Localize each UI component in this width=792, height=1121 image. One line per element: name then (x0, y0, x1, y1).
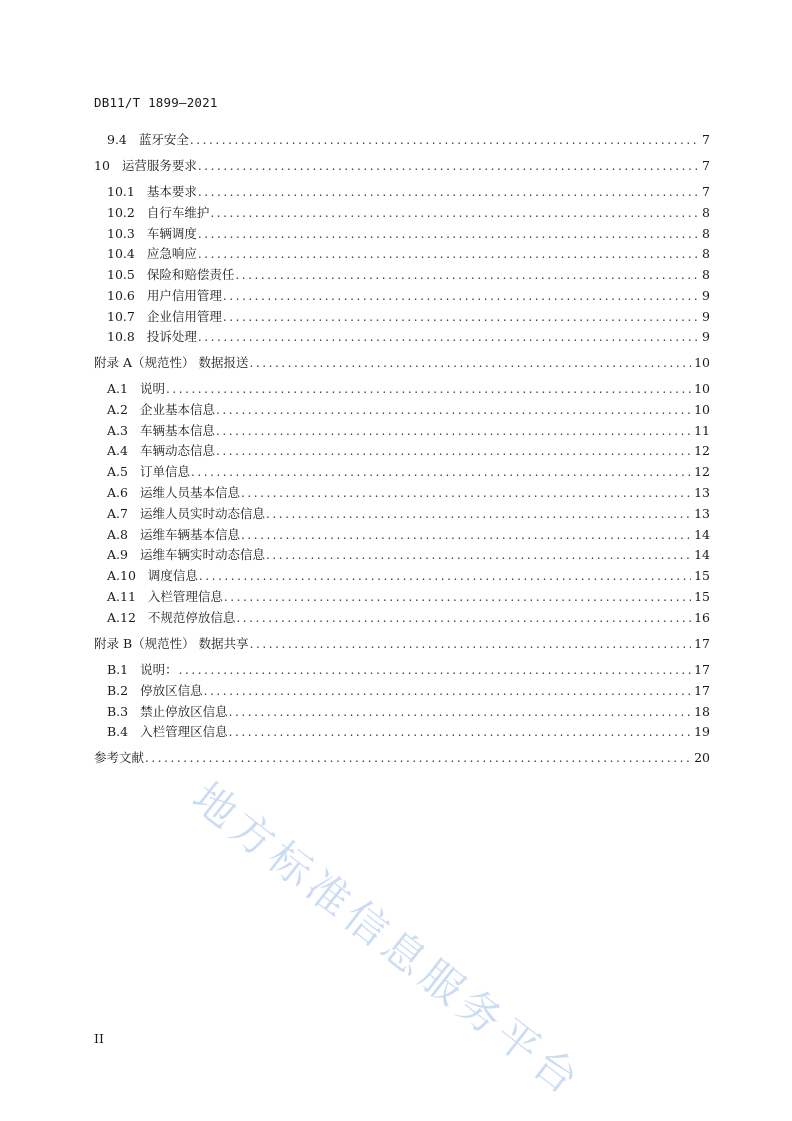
toc-leader-dots (224, 588, 691, 606)
toc-entry-title: 停放区信息 (140, 683, 203, 698)
toc-entry-number: B.3 (107, 704, 129, 719)
toc-entry[interactable] (107, 245, 710, 263)
toc-entry-title: 订单信息 (139, 464, 190, 479)
toc-leader-dots (229, 723, 691, 741)
toc-entry-page: 8 (702, 246, 710, 261)
toc-entry-number: B.4 (107, 724, 129, 739)
toc-leader-dots (198, 328, 699, 346)
toc-entry-title: 企业基本信息 (139, 402, 215, 417)
toc-leader-dots (266, 546, 691, 564)
toc-entry[interactable] (107, 703, 710, 721)
toc-entry[interactable] (107, 723, 710, 741)
toc-entry-number: 10.2 (107, 205, 135, 220)
toc-entry[interactable] (107, 225, 710, 243)
toc-entry[interactable] (107, 287, 710, 305)
toc-entry[interactable] (107, 266, 710, 284)
toc-entry-title: 企业信用管理 (146, 309, 222, 324)
toc-entry[interactable] (107, 204, 710, 222)
toc-entry-number: 10.8 (107, 329, 135, 344)
toc-entry-number: A.9 (107, 547, 128, 562)
toc-entry-title: 投诉处理 (146, 329, 197, 344)
toc-entry-title: 说明： (140, 662, 178, 677)
page-number-footer: II (94, 1031, 104, 1046)
toc-leader-dots (198, 157, 699, 175)
toc-leader-dots (241, 484, 691, 502)
toc-entry-number: B.1 (107, 662, 129, 677)
toc-leader-dots (229, 703, 691, 721)
toc-entry-page: 17 (694, 683, 710, 698)
toc-entry-title: 运维人员实时动态信息 (139, 506, 265, 521)
toc-entry-title: 入栏管理信息 (147, 589, 223, 604)
toc-leader-dots (249, 354, 691, 372)
toc-entry-title: 车辆调度 (146, 226, 197, 241)
toc-entry-number: 10.7 (107, 309, 135, 324)
toc-entry-title: 入栏管理区信息 (140, 724, 228, 739)
toc-entry-title: 附录 B（规范性） 数据共享 (94, 636, 249, 651)
toc-entry-number: A.4 (107, 443, 128, 458)
toc-entry[interactable] (107, 505, 710, 523)
toc-entry-number: B.2 (107, 683, 129, 698)
toc-entry-page: 9 (702, 288, 710, 303)
toc-entry-page: 8 (702, 205, 710, 220)
toc-entry-title: 车辆基本信息 (139, 423, 215, 438)
toc-entry[interactable] (107, 682, 710, 700)
toc-entry[interactable] (107, 442, 710, 460)
watermark-text: 地方标准信息服务平台 (183, 772, 592, 1107)
toc-leader-dots (179, 661, 691, 679)
toc-entry-page: 7 (702, 184, 710, 199)
toc-leader-dots (266, 505, 691, 523)
toc-entry-page: 14 (694, 527, 710, 542)
toc-entry-title: 自行车维护 (146, 205, 210, 220)
toc-entry[interactable] (107, 401, 710, 419)
toc-entry[interactable] (107, 422, 710, 440)
toc-entry-number: A.8 (107, 527, 128, 542)
toc-leader-dots (241, 526, 691, 544)
toc-leader-dots (223, 308, 699, 326)
toc-entry-number: 9.4 (107, 132, 127, 147)
toc-entry-title: 用户信用管理 (146, 288, 222, 303)
toc-entry-title: 调度信息 (147, 568, 198, 583)
toc-entry[interactable] (107, 526, 710, 544)
toc-entry[interactable] (94, 635, 710, 653)
toc-entry-title: 保险和赔偿责任 (146, 267, 235, 282)
toc-leader-dots (210, 204, 699, 222)
toc-entry[interactable] (94, 354, 710, 372)
toc-entry[interactable] (94, 157, 710, 175)
toc-entry-page: 14 (694, 547, 710, 562)
toc-entry-title: 不规范停放信息 (147, 610, 236, 625)
toc-entry-page: 15 (694, 568, 710, 583)
toc-entry-page: 10 (694, 355, 710, 370)
toc-entry-title: 运维车辆实时动态信息 (139, 547, 265, 562)
toc-entry-number: 10.4 (107, 246, 135, 261)
toc-entry-page: 9 (702, 329, 710, 344)
toc-entry-page: 10 (694, 381, 710, 396)
toc-entry-title: 基本要求 (146, 184, 197, 199)
toc-entry-title: 蓝牙安全 (138, 132, 189, 147)
document-code-header: DB11/T 1899—2021 (94, 95, 218, 110)
toc-entry[interactable] (107, 131, 710, 149)
toc-entry-title: 附录 A（规范性） 数据报送 (94, 355, 249, 370)
toc-entry-page: 9 (702, 309, 710, 324)
toc-leader-dots (216, 401, 691, 419)
toc-entry-title: 车辆动态信息 (139, 443, 215, 458)
toc-entry-page: 7 (702, 158, 710, 173)
toc-leader-dots (190, 131, 699, 149)
toc-entry-number: A.12 (107, 610, 136, 625)
toc-entry-number: A.1 (107, 381, 128, 396)
toc-entry-page: 17 (694, 662, 710, 677)
toc-entry-page: 8 (702, 267, 710, 282)
toc-leader-dots (216, 442, 691, 460)
toc-leader-dots (191, 463, 691, 481)
toc-leader-dots (250, 635, 691, 653)
toc-entry[interactable] (107, 308, 710, 326)
toc-leader-dots (204, 682, 691, 700)
toc-entry-page: 11 (694, 423, 710, 438)
toc-leader-dots (145, 749, 691, 767)
toc-entry-page: 19 (694, 724, 710, 739)
toc-entry-number: A.6 (107, 485, 128, 500)
toc-leader-dots (223, 287, 699, 305)
toc-entry[interactable] (107, 463, 710, 481)
toc-leader-dots (216, 422, 691, 440)
toc-entry[interactable] (107, 484, 710, 502)
toc-leader-dots (199, 567, 691, 585)
toc-entry-number: 10.5 (107, 267, 135, 282)
toc-entry[interactable] (107, 609, 710, 627)
toc-leader-dots (236, 609, 691, 627)
toc-leader-dots (198, 245, 699, 263)
toc-entry-page: 10 (694, 402, 710, 417)
toc-entry-page: 20 (694, 750, 710, 765)
toc-entry-page: 12 (694, 464, 710, 479)
toc-entry-title: 运维人员基本信息 (139, 485, 240, 500)
toc-entry[interactable] (107, 567, 710, 585)
toc-entry[interactable] (107, 328, 710, 346)
toc-entry[interactable] (94, 749, 710, 767)
toc-leader-dots (198, 183, 699, 201)
toc-entry-page: 17 (694, 636, 710, 651)
toc-entry-number: A.7 (107, 506, 128, 521)
toc-entry[interactable] (107, 661, 710, 679)
toc-leader-dots (198, 225, 699, 243)
toc-entry-number: A.5 (107, 464, 128, 479)
toc-entry[interactable] (107, 380, 710, 398)
toc-entry-page: 7 (702, 132, 710, 147)
toc-entry-title: 说明 (139, 381, 165, 396)
toc-entry[interactable] (107, 546, 710, 564)
toc-entry-title: 参考文献 (94, 750, 145, 765)
toc-entry-number: A.10 (107, 568, 136, 583)
toc-leader-dots (166, 380, 691, 398)
toc-entry-title: 禁止停放区信息 (140, 704, 228, 719)
toc-entry-number: 10.1 (107, 184, 135, 199)
toc-entry[interactable] (107, 183, 710, 201)
toc-entry-page: 13 (694, 506, 710, 521)
toc-entry-title: 运营服务要求 (121, 158, 197, 173)
toc-leader-dots (235, 266, 699, 284)
toc-entry-number: A.2 (107, 402, 128, 417)
toc-entry[interactable] (107, 588, 710, 606)
toc-entry-page: 8 (702, 226, 710, 241)
toc-entry-page: 13 (694, 485, 710, 500)
toc-entry-page: 18 (694, 704, 710, 719)
toc-entry-page: 12 (694, 443, 710, 458)
toc-entry-number: 10.3 (107, 226, 135, 241)
toc-entry-number: A.11 (107, 589, 136, 604)
toc-entry-page: 15 (694, 589, 710, 604)
toc-entry-title: 运维车辆基本信息 (139, 527, 240, 542)
toc-entry-number: A.3 (107, 423, 128, 438)
toc-entry-number: 10.6 (107, 288, 135, 303)
toc-entry-page: 16 (694, 610, 710, 625)
toc-entry-number: 10 (94, 158, 110, 173)
toc-entry-title: 应急响应 (146, 246, 197, 261)
